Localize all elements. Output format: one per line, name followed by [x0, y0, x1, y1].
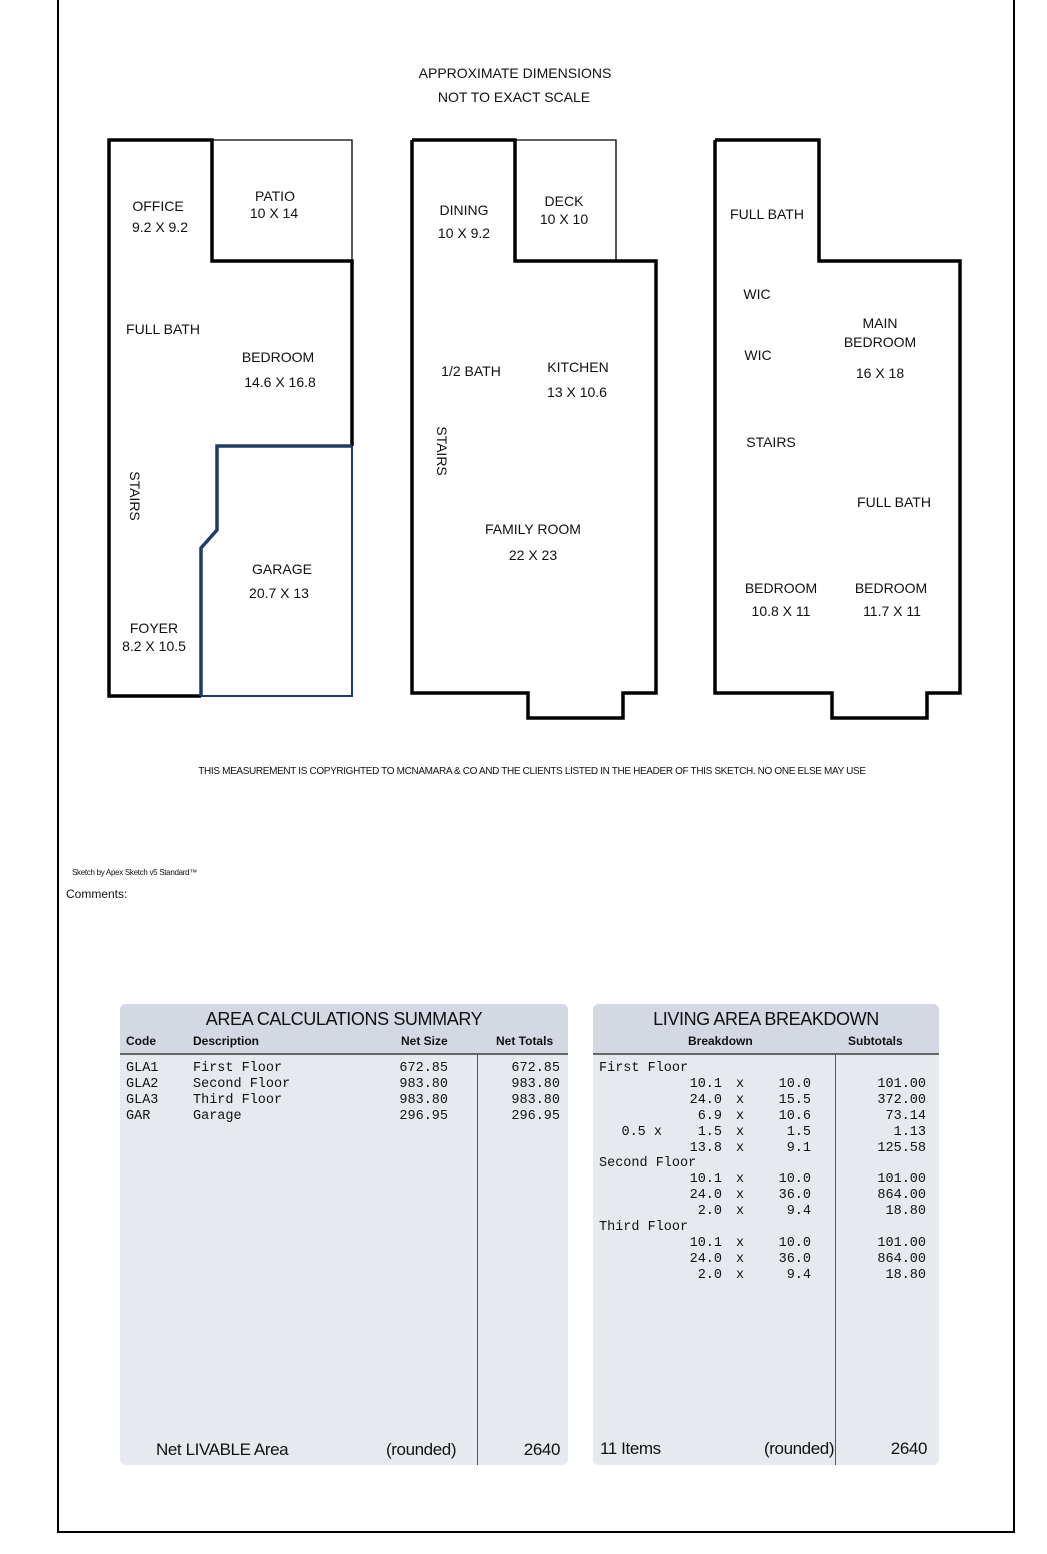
col-description: Description	[193, 1034, 260, 1048]
breakdown-subtotal: 18.80	[885, 1267, 926, 1283]
breakdown-dim-b: 10.0	[778, 1076, 811, 1092]
room-kitchen-dim: 13 X 10.6	[547, 384, 607, 400]
copyright-notice: THIS MEASUREMENT IS COPYRIGHTED TO MCNAMARA & CO AND THE CLIENTS LISTED IN THE HEADER OF THIS SKETCH. NO ONE ELSE MAY USE	[198, 766, 866, 777]
breakdown-dim-b: 36.0	[778, 1188, 811, 1204]
living-rounded-label: (rounded)	[764, 1439, 835, 1458]
area-calculations-panel: AREA CALCULATIONS SUMMARY Code Description Net Size Net Totals GLA1 First Floor 672.85 672.85 GLA2 Second Floor 983.80 983.80 GLA3 Third Floor 983.80 983.80 GAR Garage 296.95 296.95 Net LIVABLE Area (rounded) 2640	[120, 1004, 568, 1465]
room-main-bedroom: MAIN	[862, 315, 898, 331]
room-full-bath: FULL BATH	[126, 321, 200, 337]
breakdown-subtotal: 125.58	[877, 1140, 926, 1156]
breakdown-dim-a: 10.1	[689, 1235, 722, 1251]
room-garage-dim: 20.7 X 13	[249, 585, 309, 601]
third-floor-plan	[715, 140, 960, 718]
breakdown-dim-b: 9.4	[786, 1204, 811, 1220]
breakdown-subtotal: 1.13	[893, 1124, 926, 1140]
room-kitchen: KITCHEN	[547, 359, 609, 375]
room-office-dim: 9.2 X 9.2	[131, 219, 189, 235]
breakdown-times: x	[736, 1124, 745, 1140]
breakdown-section-title: First Floor	[599, 1061, 689, 1076]
room-patio-dim: 10 X 14	[249, 205, 299, 221]
sketch-header-line2: NOT TO EXACT SCALE	[437, 89, 591, 105]
col-subtotals: Subtotals	[848, 1034, 903, 1048]
breakdown-subtotal: 101.00	[877, 1235, 926, 1251]
breakdown-dim-b: 1.5	[786, 1124, 811, 1140]
room-full-bath-upper: FULL BATH	[730, 206, 804, 222]
net-livable-label: Net LIVABLE Area	[156, 1440, 289, 1459]
breakdown-dim-a: 2.0	[697, 1204, 722, 1220]
room-stairs-3: STAIRS	[746, 434, 796, 450]
breakdown-dim-a: 24.0	[689, 1188, 722, 1204]
room-dining: DINING	[439, 202, 489, 218]
living-column-divider	[835, 1055, 836, 1465]
breakdown-times: x	[736, 1235, 745, 1251]
breakdown-dim-b: 10.6	[778, 1108, 811, 1124]
breakdown-section-title: Third Floor	[599, 1220, 689, 1235]
sketch-credit: Sketch by Apex Sketch v5 Standard™	[72, 868, 197, 877]
area-column-divider	[477, 1055, 478, 1465]
room-bedroom-dim: 14.6 X 16.8	[244, 374, 316, 390]
breakdown-dim-b: 10.0	[778, 1235, 811, 1251]
room-foyer-dim: 8.2 X 10.5	[122, 638, 186, 654]
breakdown-section-title: Second Floor	[599, 1156, 697, 1172]
breakdown-subtotal: 101.00	[877, 1172, 926, 1188]
breakdown-dim-a: 10.1	[689, 1172, 722, 1188]
area-header-divider	[120, 1053, 568, 1055]
breakdown-dim-b: 9.1	[786, 1140, 811, 1156]
area-panel-title: AREA CALCULATIONS SUMMARY	[205, 1009, 483, 1029]
breakdown-times: x	[736, 1251, 745, 1267]
breakdown-dim-a: 1.5	[697, 1124, 722, 1140]
room-bedroom-a: BEDROOM	[744, 580, 818, 596]
room-half-bath: 1/2 BATH	[441, 363, 501, 379]
breakdown-subtotal: 864.00	[877, 1188, 926, 1204]
room-wic-1: WIC	[743, 286, 771, 302]
breakdown-subtotal: 372.00	[877, 1092, 926, 1108]
room-foyer: FOYER	[129, 620, 179, 636]
breakdown-times: x	[736, 1204, 745, 1220]
room-garage: GARAGE	[252, 561, 312, 577]
living-area-panel	[593, 1004, 939, 1465]
room-stairs: STAIRS	[127, 471, 143, 521]
breakdown-times: x	[736, 1140, 745, 1156]
room-deck-dim: 10 X 10	[539, 211, 589, 227]
breakdown-subtotal: 73.14	[885, 1108, 926, 1124]
breakdown-times: x	[736, 1092, 745, 1108]
room-patio: PATIO	[255, 188, 295, 204]
room-family-room-dim: 22 X 23	[508, 547, 558, 563]
breakdown-dim-a: 10.1	[689, 1076, 722, 1092]
breakdown-dim-b: 9.4	[786, 1267, 811, 1283]
net-livable-total: 2640	[523, 1440, 560, 1459]
breakdown-subtotal: 864.00	[877, 1251, 926, 1267]
room-bedroom-b-dim: 11.7 X 11	[863, 603, 921, 619]
breakdown-dim-a: 24.0	[689, 1251, 722, 1267]
room-main-bedroom-2: BEDROOM	[843, 334, 917, 350]
breakdown-factor: 0.5 x	[621, 1124, 662, 1140]
living-header-divider	[593, 1053, 939, 1055]
living-total: 2640	[890, 1439, 927, 1458]
breakdown-subtotal: 101.00	[877, 1076, 926, 1092]
breakdown-times: x	[736, 1188, 745, 1204]
living-panel-title: LIVING AREA BREAKDOWN	[653, 1009, 879, 1029]
room-stairs-2: STAIRS	[434, 426, 450, 476]
breakdown-dim-a: 6.9	[697, 1108, 722, 1124]
sketch-header-line1: APPROXIMATE DIMENSIONS	[418, 65, 612, 81]
first-floor-plan	[109, 140, 352, 696]
breakdown-times: x	[736, 1076, 745, 1092]
breakdown-times: x	[736, 1267, 745, 1283]
room-main-bedroom-dim: 16 X 18	[855, 365, 905, 381]
area-rounded-label: (rounded)	[386, 1440, 457, 1459]
room-full-bath-lower: FULL BATH	[857, 494, 931, 510]
breakdown-times: x	[736, 1172, 745, 1188]
room-bedroom-a-dim: 10.8 X 11	[751, 603, 811, 619]
room-deck: DECK	[544, 193, 584, 209]
room-office: OFFICE	[132, 198, 184, 214]
breakdown-subtotal: 18.80	[885, 1204, 926, 1220]
col-code: Code	[126, 1034, 156, 1048]
third-floor-outline	[715, 140, 960, 718]
breakdown-dim-a: 13.8	[689, 1140, 722, 1156]
col-net-size: Net Size	[401, 1034, 448, 1048]
col-net-totals: Net Totals	[496, 1034, 554, 1048]
room-dining-dim: 10 X 9.2	[437, 225, 491, 241]
breakdown-dim-b: 10.0	[778, 1172, 811, 1188]
breakdown-dim-b: 36.0	[778, 1251, 811, 1267]
breakdown-dim-a: 24.0	[689, 1092, 722, 1108]
breakdown-times: x	[736, 1108, 745, 1124]
room-bedroom: BEDROOM	[241, 349, 315, 365]
items-count: 11 Items	[600, 1439, 661, 1458]
room-bedroom-b: BEDROOM	[854, 580, 928, 596]
second-floor-plan	[412, 140, 656, 718]
room-family-room: FAMILY ROOM	[485, 521, 581, 537]
breakdown-dim-b: 15.5	[778, 1092, 811, 1108]
comments-label: Comments:	[66, 887, 128, 901]
breakdown-dim-a: 2.0	[697, 1267, 722, 1283]
room-wic-2: WIC	[744, 347, 772, 363]
col-breakdown: Breakdown	[688, 1034, 753, 1048]
